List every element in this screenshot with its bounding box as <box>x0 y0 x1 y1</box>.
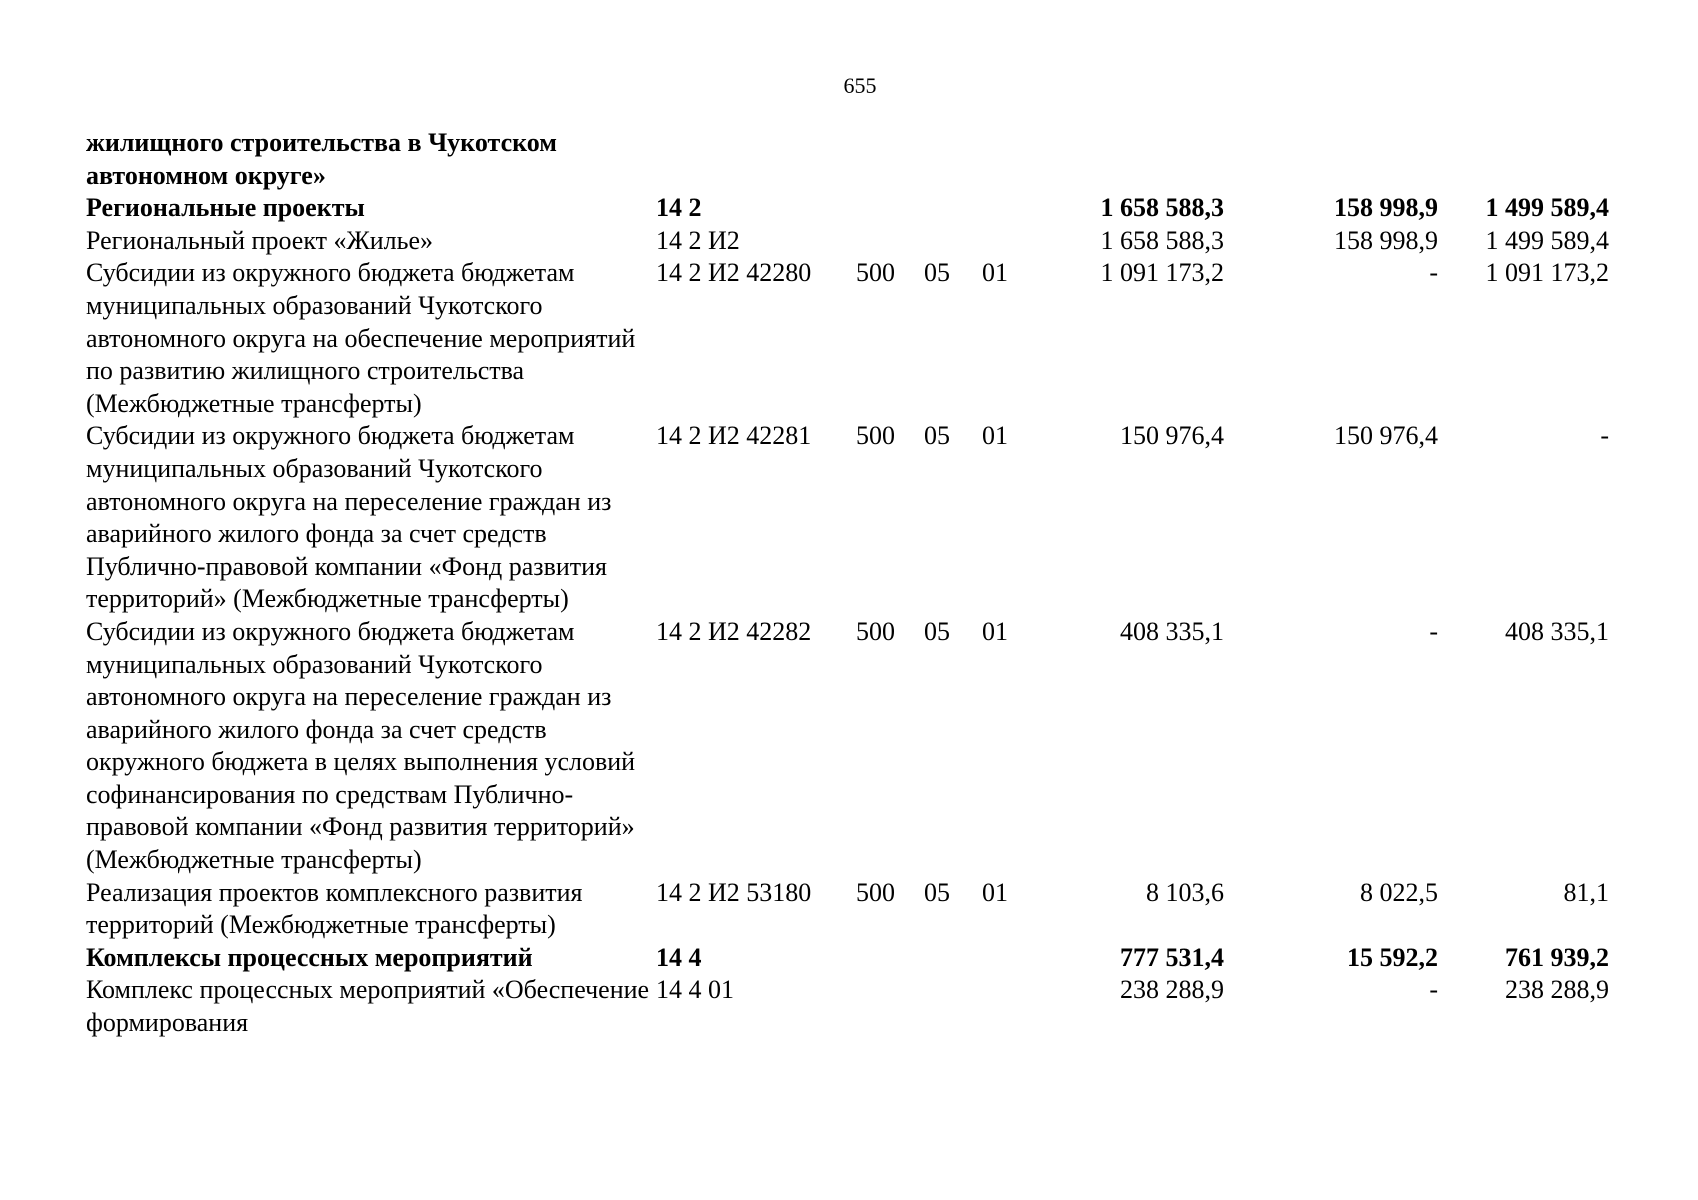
row-name: Комплекс процессных мероприятий «Обеспечение формирования <box>86 975 650 1038</box>
row-reg: 1 091 173,2 <box>1485 258 1609 288</box>
row-total: 150 976,4 <box>1120 421 1224 451</box>
row-reg: 81,1 <box>1563 877 1609 907</box>
row-csr: 14 2 И2 42280 <box>656 258 812 288</box>
row-reg <box>1438 127 1609 192</box>
table-row <box>86 225 1609 258</box>
row-vr: 500 <box>856 421 895 451</box>
row-rz <box>924 974 982 1039</box>
row-pr <box>982 225 1062 258</box>
row-fed: 150 976,4 <box>1334 421 1438 451</box>
row-vr <box>856 225 924 258</box>
row-name: Реализация проектов комплексного развития территорий (Межбюджетные трансферты) <box>86 877 583 940</box>
row-pr <box>982 127 1062 192</box>
row-rz: 05 <box>924 616 950 646</box>
row-name: Субсидии из окружного бюджета бюджетам муниципальных образований Чукотского автономного округа на переселение граждан из аварийного жилого фонда за счет средств окружного бюджета в целях выполнения условий софинансирования по средствам Публично-правовой компании «Фонд развития территорий» (Межбюджетные трансферты) <box>86 616 636 875</box>
row-name: Региональный проект «Жилье» <box>86 225 434 255</box>
row-total: 408 335,1 <box>1120 616 1224 646</box>
row-reg: - <box>1600 421 1609 451</box>
table-row <box>86 420 1609 616</box>
table-row <box>86 942 1609 975</box>
row-vr <box>856 127 924 192</box>
table-row <box>86 616 1609 877</box>
table-row <box>86 974 1609 1039</box>
row-rz: 05 <box>924 877 950 907</box>
row-reg: 408 335,1 <box>1505 616 1609 646</box>
row-pr: 01 <box>982 877 1008 907</box>
row-vr: 500 <box>856 616 895 646</box>
table-row <box>86 127 1609 192</box>
row-fed <box>1224 127 1438 192</box>
row-total: 1 091 173,2 <box>1100 258 1224 288</box>
row-csr: 14 2 И2 <box>656 225 740 255</box>
row-pr: 01 <box>982 421 1008 451</box>
row-name: Субсидии из окружного бюджета бюджетам муниципальных образований Чукотского автономного округа на переселение граждан из аварийного жилого фонда за счет средств Публично-правовой компании «Фонд развития территорий» (Межбюджетные трансферты) <box>86 421 612 614</box>
row-fed: - <box>1429 616 1438 646</box>
row-fed: 158 998,9 <box>1334 193 1438 223</box>
row-vr <box>856 942 924 975</box>
row-fed: 15 592,2 <box>1347 942 1438 972</box>
table-row <box>86 192 1609 225</box>
row-pr <box>982 192 1062 225</box>
row-fed: 158 998,9 <box>1334 225 1438 255</box>
budget-table <box>86 127 1609 1040</box>
row-csr: 14 4 01 <box>656 975 734 1005</box>
row-csr: 14 2 И2 42281 <box>656 421 812 451</box>
row-rz: 05 <box>924 421 950 451</box>
page-number: 655 <box>843 73 877 98</box>
row-pr <box>982 974 1062 1039</box>
row-vr <box>856 192 924 225</box>
row-rz <box>924 942 982 975</box>
row-vr: 500 <box>856 877 895 907</box>
row-pr: 01 <box>982 616 1008 646</box>
row-name: жилищного строительства в Чукотском автономном округе» <box>86 128 557 190</box>
row-total: 8 103,6 <box>1146 877 1224 907</box>
row-csr: 14 2 <box>656 193 702 223</box>
row-rz <box>924 127 982 192</box>
row-name: Комплексы процессных мероприятий <box>86 942 533 972</box>
row-rz <box>924 225 982 258</box>
row-csr <box>656 127 856 192</box>
table-row <box>86 257 1609 420</box>
row-pr: 01 <box>982 258 1008 288</box>
row-total <box>1062 127 1224 192</box>
row-csr: 14 4 <box>656 942 702 972</box>
row-name: Субсидии из окружного бюджета бюджетам муниципальных образований Чукотского автономного округа на обеспечение мероприятий по развитию жилищного строительства (Межбюджетные трансферты) <box>86 258 636 418</box>
row-pr <box>982 942 1062 975</box>
row-rz <box>924 192 982 225</box>
row-vr <box>856 974 924 1039</box>
row-reg: 238 288,9 <box>1505 975 1609 1005</box>
row-name: Региональные проекты <box>86 193 365 223</box>
row-csr: 14 2 И2 42282 <box>656 616 812 646</box>
row-vr: 500 <box>856 258 895 288</box>
row-total: 777 531,4 <box>1120 942 1224 972</box>
row-total: 1 658 588,3 <box>1100 193 1224 223</box>
row-total: 1 658 588,3 <box>1100 225 1224 255</box>
row-fed: - <box>1429 975 1438 1005</box>
row-reg: 761 939,2 <box>1505 942 1609 972</box>
row-fed: - <box>1429 258 1438 288</box>
table-row <box>86 877 1609 942</box>
row-total: 238 288,9 <box>1120 975 1224 1005</box>
row-rz: 05 <box>924 258 950 288</box>
row-fed: 8 022,5 <box>1360 877 1438 907</box>
row-csr: 14 2 И2 53180 <box>656 877 812 907</box>
row-reg: 1 499 589,4 <box>1485 225 1609 255</box>
row-reg: 1 499 589,4 <box>1485 193 1609 223</box>
